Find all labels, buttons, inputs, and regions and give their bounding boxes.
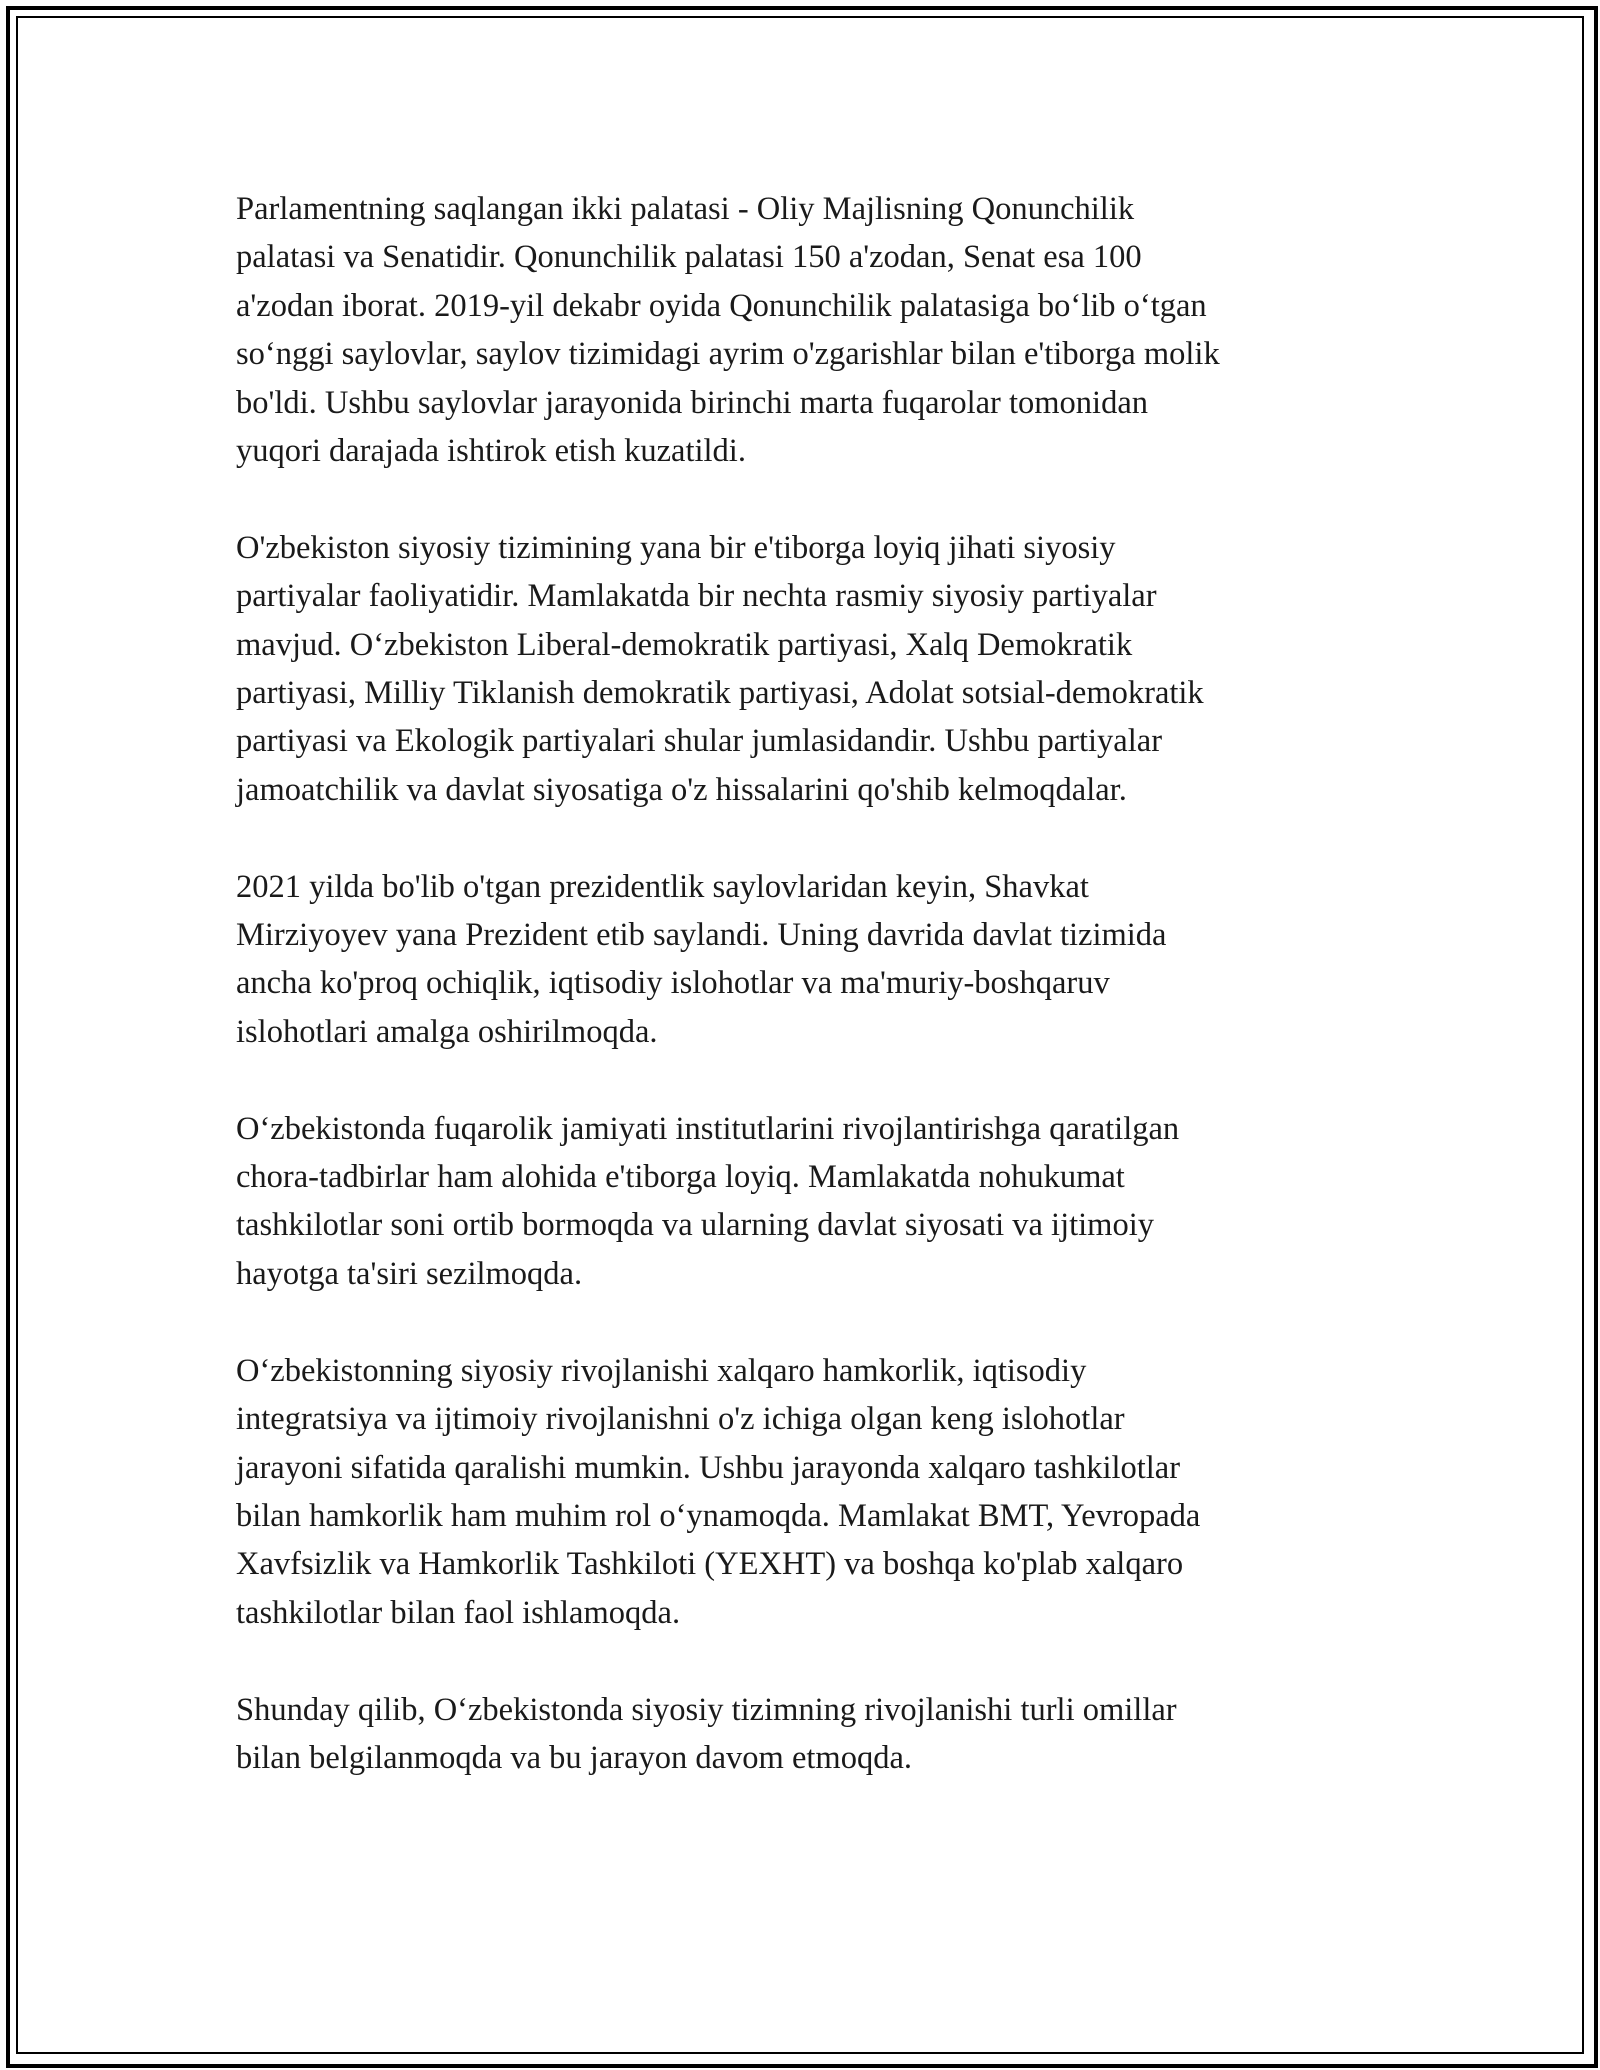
paragraph-political-parties: O'zbekiston siyosiy tizimining yana bir e'tiborga loyiq jihati siyosiy partiyalar faoliyatidir. Mamlakatda bir nechta rasmiy siyosiy partiyalar mavjud. O‘zbekiston Liberal-demokratik partiyasi, Xalq Demokratik partiyasi, Milliy Tiklanish demokratik partiyasi, Adolat sotsial-demokratik partiyasi va Ekologik partiyalari shular jumlasidandir. Ushbu partiyalar jamoatchilik va davlat siyosatiga o'z hissalarini qo'shib kelmoqdalar.: [236, 529, 1204, 808]
paragraph-civil-society: O‘zbekistonda fuqarolik jamiyati institutlarini rivojlantirishga qaratilgan chora-tadbirlar ham alohida e'tiborga loyiq. Mamlakatda nohukumat tashkilotlar soni ortib bormoqda va ularning davlat siyosati va ijtimoiy hayotga ta'siri sezilmoqda.: [236, 1110, 1180, 1292]
paragraph-conclusion: Shunday qilib, O‘zbekistonda siyosiy tizimning rivojlanishi turli omillar bilan belgilanmoqda va bu jarayon davom etmoqda.: [236, 1691, 1177, 1776]
document-body: [236, 185, 1366, 1831]
paragraph-parliament: Parlamentning saqlangan ikki palatasi - Oliy Majlisning Qonunchilik palatasi va Senatidir. Qonunchilik palatasi 150 a'zodan, Senat esa 100 a'zodan iborat. 2019-yil dekabr oyida Qonunchilik palatasiga bo‘lib o‘tgan so‘nggi saylovlar, saylov tizimidagi ayrim o'zgarishlar bilan e'tiborga molik bo'ldi. Ushbu saylovlar jarayonida birinchi marta fuqarolar tomonidan yuqori darajada ishtirok etish kuzatildi.: [236, 191, 1220, 470]
paragraph-presidential-elections: 2021 yilda bo'lib o'tgan prezidentlik saylovlaridan keyin, Shavkat Mirziyoyev yana Prezident etib saylandi. Uning davrida davlat tizimida ancha ko'proq ochiqlik, iqtisodiy islohotlar va ma'muriy-boshqaruv islohotlari amalga oshirilmoqda.: [236, 868, 1167, 1050]
paragraph-international-cooperation: O‘zbekistonning siyosiy rivojlanishi xalqaro hamkorlik, iqtisodiy integratsiya va ijtimoiy rivojlanishni o'z ichiga olgan keng islohotlar jarayoni sifatida qaralishi mumkin. Ushbu jarayonda xalqaro tashkilotlar bilan hamkorlik ham muhim rol o‘ynamoqda. Mamlakat BMT, Yevropada Xavfsizlik va Hamkorlik Tashkiloti (YEXHT) va boshqa ko'plab xalqaro tashkilotlar bilan faol ishlamoqda.: [236, 1352, 1201, 1631]
